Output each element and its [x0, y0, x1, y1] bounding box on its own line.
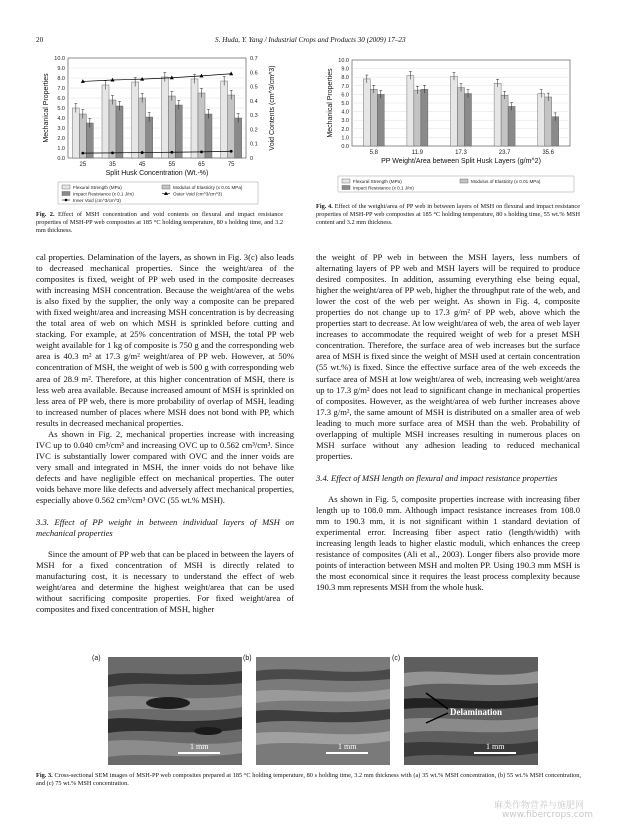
legend-label: Modulus of Elasticity (x 0.01 MPa) [173, 184, 243, 190]
watermark-url: www.fibercrops.com [502, 810, 593, 820]
bar-2-55 [168, 96, 175, 158]
fig3-panel-a-scale: 1 mm [190, 742, 209, 751]
y-tick-label: 10.0 [54, 56, 65, 62]
fig3-panel-b-label: (b) [243, 655, 252, 662]
bar-1-55 [161, 77, 168, 158]
section-3-3-heading: 3.3. Effect of PP weight in between individual layers of MSH on mechanical properties [36, 517, 294, 539]
y-tick-label: 1.0 [341, 135, 349, 142]
y2-tick-label: 0.7 [250, 56, 258, 62]
bar-2-25 [79, 114, 86, 158]
y2-tick-label: 0.6 [250, 70, 258, 77]
y-tick-label: 5.0 [341, 101, 349, 107]
x-tick-label: 45 [138, 162, 146, 168]
fig2-chart [36, 52, 281, 212]
x-tick-label: 55 [168, 162, 176, 168]
right-para-2: As shown in Fig. 5, composite properties increase with increasing fiber length up to 108.0 mm. Although impact resistance increases from 108.0 mm to 190.3 mm, it is not significant within 1 standard deviation of experimental error. Increasing fiber aspect ratio (length/width) with increasing length leads to higher elastic moduli, which enhances the creep resistance of composites (Ali et al., 2003). Longer fibers also provide more points of interaction between MSH and molten PP. Using 190.3 mm MSH is the most economical since it requires the least process complexity because 190.3 mm represents MSH from the whole husk. [316, 493, 580, 593]
legend-marker [65, 199, 68, 202]
bar-2-23.7 [501, 95, 508, 146]
fig3-caption-text: Cross-sectional SEM images of MSH-PP web composites prepared at 185 °C holding temperature, 80 s holding time, 3.2 mm thickness with (a) 35 wt.% MSH concentration, (b) 55 wt.% MSH concentration, and (c) 75 wt.% MSH concentration. [36, 772, 581, 788]
bar-2-75 [228, 95, 235, 158]
sem-image-b [256, 657, 390, 765]
bar-1-5.8 [363, 79, 370, 146]
y-axis-label: Mechanical Properties [43, 73, 50, 143]
x-tick-label: 65 [198, 162, 205, 168]
fig4-caption [316, 203, 580, 228]
left-para-3: Since the amount of PP web that can be placed in between the layers of MSH for a fixed concentration of MSH is directly related to manufacturing cost, it is necessary to understand the effect of web weight/area and determine the highest weight/area that can be used without sacrificing composite properties. For fixed weight/area of composites and fixed concentration of MSH, higher [36, 549, 294, 615]
legend-swatch [62, 192, 70, 196]
bar-3-45 [146, 117, 153, 158]
inner-void-point-75 [230, 150, 233, 153]
right-para-1: the weight of PP web in between the MSH layers, less numbers of alternating layers of PP web and MSH layers will be required to produce desired composites. In addition, assuming everything else being equal, higher the weight/area of PP web, higher the throughput rate of the web, and lower the cost of the web per weight. As shown in Fig. 4, composite properties do not change up to 17.3 g/m² of PP web, above which the properties start to decrease. At low weight/area of web, the area of web layer increases to accommodate the required weight of web for a preset MSH concentration. Therefore, the surface area of web increases but the surface area of MSH is fixed since the weight of MSH used at certain concentration (55 wt.%) is fixed. Since the effective surface area of the web exceeds the surface area of MSH at low weight/area of web, increasing web weight/area up to 17.3 g/m² does not lead to significant change in mechanical properties of composites. However, as the weight/area of web further increases above 17.3 g/m², the same amount of MSH is distributed on a smaller area of web leading to much more surface area of MSH than the web. Probability of overlapping of multiple MSH increases resulting in numerous places on MSH surface without any adhesion leading to reduced mechanical properties. [316, 252, 580, 461]
left-para-1: cal properties. Delamination of the layers, as shown in Fig. 3(c) also leads to decreased mechanical properties. Since the weight/area of the composites is fixed, weight of PP web used in the composite decreases with increasing MSH concentration. Because the weight/area of the webs is also fixed by the supplier, the only way a composite can be prepared with fixed weight/area and increasing MSH concentration is by decreasing the total area of web on which MSH is sprinkled before cutting and stacking. For example, at 25% concentration of MSH, the total PP web weight available for 1 kg of composite is 750 g and the corresponding web area is 40.3 m² at 17.3 g/m² weight/area of PP web. However, at 50% concentration of MSH, the weight of web is 500 g with corresponding web area of 28.9 m². Therefore, at this higher concentration of MSH, there is less web area available. Because increased amount of MSH is sprinkled on less area of PP web, there is more probability of overlap of MSH, leading to increased number of places where MSH does not bond with PP, which results in decreased mechanical properties. [36, 252, 294, 428]
fig3-panel-b-scale: 1 mm [338, 742, 357, 751]
bar-1-35 [102, 85, 109, 158]
chart-legend [58, 182, 258, 204]
y2-tick-label: 0.3 [250, 113, 258, 120]
fig2-caption-text: Effect of MSH concentration and void contents on flexural and impact resistance properties of MSH-PP web composites at 185 °C holding temperature, 80 s holding time, and 3.2 mm thickness. [36, 211, 283, 235]
fig4-chart [318, 52, 580, 197]
left-column [36, 252, 294, 615]
x-tick-label: 25 [79, 162, 87, 168]
y-tick-label: 7.0 [57, 86, 65, 92]
y-tick-label: 3.0 [341, 118, 349, 125]
y-tick-label: 4.0 [57, 116, 65, 122]
x-tick-label: 5.8 [369, 150, 378, 156]
watermark-chinese: 麻类作物营养与施肥网 [494, 801, 585, 811]
outer-void-point-75 [229, 72, 233, 76]
legend-swatch [162, 185, 170, 189]
legend-label: Impact Resistance (x 0.1 J/m) [353, 185, 414, 191]
x-tick-label: 35.6 [542, 150, 555, 156]
bar-3-35 [116, 106, 123, 158]
bar-2-5.8 [370, 89, 377, 146]
inner-void-point-65 [200, 150, 203, 153]
fig3-panel-c-image [404, 657, 538, 765]
y-tick-label: 6.0 [57, 96, 65, 102]
left-para-2: As shown in Fig. 2, mechanical properties increase with increasing IVC up to 0.040 cm³/cm³ and increasing OVC up to 0.562 cm³/cm³. Since IVC is substantially lower compared with OVC and the inner voids are very small and integrated in MSH, the inner voids do not behave like defects and have negligible effect on mechanical properties. The outer voids behave more like defects and adversely affect mechanical properties, especially above 0.562 cm³/cm³ OVC (55 wt.% MSH). [36, 428, 294, 506]
bar-1-65 [191, 79, 198, 158]
bar-2-35 [109, 100, 116, 158]
y-tick-label: 9.0 [341, 66, 349, 73]
y2-tick-label: 0.5 [250, 84, 258, 91]
legend-label: Flexural Strength (MPa) [73, 184, 122, 190]
fig3-caption [36, 772, 581, 788]
x-axis-label: PP Weight/Area between Split Husk Layers (g/m^2) [381, 158, 541, 165]
y-tick-label: 2.0 [57, 136, 65, 142]
bar-2-45 [139, 98, 146, 158]
bar-1-11.9 [407, 75, 414, 146]
running-title: S. Huda, Y. Yang / Industrial Crops and Products 30 (2009) 17–23 [215, 36, 406, 44]
fig3-images [92, 655, 572, 765]
fig3-panel-b-image [256, 657, 390, 765]
legend-label: Impact Resistance (x 0.1 J/m) [73, 191, 134, 197]
fig3-caption-label: Fig. 3. [36, 772, 53, 779]
section-3-4-heading: 3.4. Effect of MSH length on flexural and impact resistance properties [316, 472, 558, 483]
y-tick-label: 5.0 [57, 106, 65, 112]
legend-label: Inner Void (cm^3/cm^3) [73, 197, 121, 203]
fig2-svg [36, 52, 281, 212]
y-tick-label: 1.0 [57, 146, 65, 152]
y-axis-label: Mechanical Properties [327, 68, 334, 138]
fig4-svg [318, 52, 580, 197]
fig4-caption-text: Effect of the weight/area of PP web in between layers of MSH on flexural and impact resistance properties of MSH-PP web composites at 185 °C holding temperature, 80 s holding time, 55 wt.% MSH content and 3.2 mm thickness. [316, 203, 580, 227]
x-tick-label: 11.9 [411, 150, 424, 156]
legend-swatch [62, 185, 70, 189]
inner-void-point-55 [170, 151, 173, 154]
bar-2-35.6 [545, 97, 552, 146]
x-tick-label: 35 [109, 162, 116, 168]
inner-void-point-35 [111, 151, 114, 154]
bar-3-55 [175, 105, 182, 158]
bar-2-11.9 [414, 90, 421, 146]
y-tick-label: 6.0 [341, 92, 349, 99]
y-tick-label: 2.0 [341, 126, 349, 133]
page-number: 20 [36, 36, 44, 44]
bar-3-5.8 [377, 94, 384, 146]
void-line-1 [83, 74, 231, 82]
y-tick-label: 9.0 [57, 66, 65, 72]
y2-axis-label: Void Contents (cm^3/cm^3) [269, 65, 276, 151]
bar-2-65 [198, 93, 205, 158]
y-tick-label: 7.0 [341, 83, 349, 90]
bar-3-11.9 [421, 89, 428, 146]
fig2-caption [36, 211, 283, 236]
bar-3-17.3 [465, 94, 472, 146]
x-axis-label: Split Husk Concentration (Wt.-%) [105, 170, 209, 177]
sem-image-c [404, 657, 538, 765]
bar-2-17.3 [458, 88, 465, 146]
bar-3-75 [235, 118, 242, 158]
y2-tick-label: 0.4 [250, 98, 258, 105]
bar-1-35.6 [538, 94, 545, 146]
chart-legend [338, 176, 574, 192]
x-tick-label: 17.3 [455, 150, 467, 156]
legend-label: Modulus of Elasticity (x 0.01 MPa) [471, 178, 541, 184]
y-tick-label: 8.0 [341, 75, 349, 82]
sem-image-a [108, 657, 242, 765]
bar-1-17.3 [451, 76, 458, 146]
bar-3-23.7 [508, 106, 515, 146]
legend-swatch [460, 179, 468, 183]
y-tick-label: 3.0 [57, 126, 65, 132]
y-tick-label: 0.0 [341, 144, 349, 150]
fig3-panel-a-label: (a) [92, 655, 101, 662]
y-tick-label: 0.0 [57, 156, 65, 162]
legend-swatch [342, 186, 350, 190]
y-tick-label: 4.0 [341, 109, 349, 116]
right-column [316, 252, 580, 593]
inner-void-point-25 [81, 152, 84, 155]
legend-swatch [342, 179, 350, 183]
fig3-panel-a-image [108, 657, 242, 765]
fig3-panel-c-label: (c) [392, 655, 401, 662]
x-tick-label: 75 [227, 162, 235, 168]
legend-label: Flexural Strength (MPa) [353, 178, 402, 184]
y2-tick-label: 0 [250, 156, 254, 162]
bar-1-75 [221, 81, 228, 158]
y2-tick-label: 0.2 [250, 127, 258, 134]
y-tick-label: 8.0 [57, 76, 65, 82]
x-tick-label: 23.7 [498, 150, 511, 156]
bar-1-23.7 [494, 83, 501, 146]
fig3-panel-c-scale: 1 mm [486, 742, 505, 751]
delamination-annotation: Delamination [450, 707, 503, 717]
fig4-caption-label: Fig. 4. [316, 203, 333, 210]
inner-void-point-45 [141, 151, 144, 154]
y2-tick-label: 0.1 [250, 141, 258, 148]
legend-label: Outer Void (cm^3/cm^3) [173, 191, 222, 197]
fig2-caption-label: Fig. 2. [36, 211, 55, 218]
bar-1-25 [72, 108, 79, 158]
bar-1-45 [132, 82, 139, 158]
y-tick-label: 10.0 [338, 58, 349, 64]
bar-3-35.6 [552, 117, 559, 146]
